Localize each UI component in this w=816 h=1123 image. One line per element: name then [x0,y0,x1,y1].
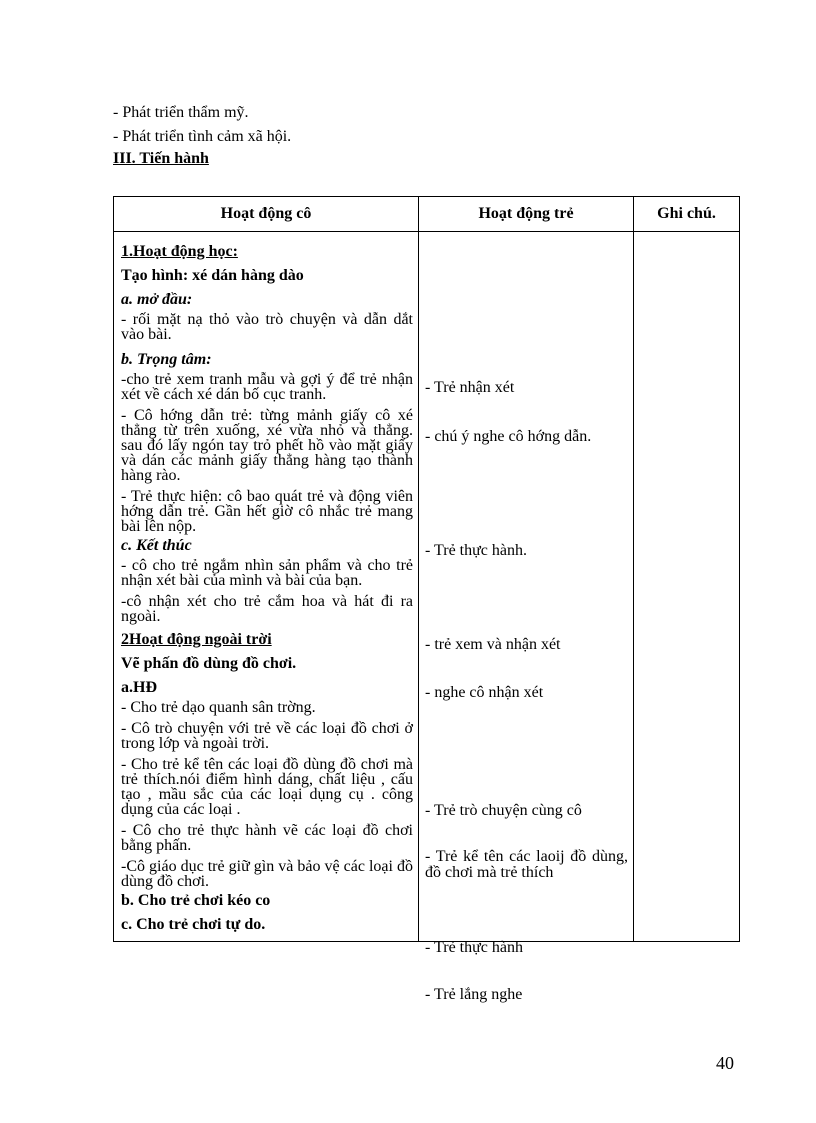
table-body-row [114,232,740,942]
subheading-mo-dau: a. mở đầu: [121,291,193,308]
teacher-paragraph: -cho trẻ xem tranh mẫu và gợi ý để trẻ nhận xét về cách xé dán bố cục tranh. [121,371,413,403]
subheading-ket-thuc: c. Kết thúc [121,537,192,554]
child-activity-item: - Trẻ nhận xét [425,379,515,396]
child-activity-item: - Trẻ lắng nghe [425,986,523,1003]
teacher-paragraph: - Trẻ thực hiện: cô bao quát trẻ và động viên hớng dẫn trẻ. Gần hết giờ cô nhắc trẻ mang bài lên nộp. [121,488,413,535]
heading-choi-tu-do: c. Cho trẻ chơi tự do. [121,916,266,933]
heading-hoat-dong-ngoai-troi: 2Hoạt động ngoài trời [121,631,272,648]
section-heading: III. Tiến hành [113,150,209,167]
teacher-activity-cell [114,232,419,942]
intro-line-2: - Phát triển tình cảm xã hội. [113,128,292,145]
header-notes: Ghi chú. [634,197,740,232]
child-activity-item: - nghe cô nhận xét [425,684,544,701]
header-teacher-activity: Hoạt động cô [114,197,419,232]
subheading-trong-tam: b. Trọng tâm: [121,351,212,368]
teacher-paragraph: - Cô cho trẻ thực hành vẽ các loại đồ chơi bằng phấn. [121,822,413,854]
heading-hoat-dong-hoc: 1.Hoạt động học: [121,243,238,260]
child-activity-cell [419,232,634,1003]
heading-ve-phan: Vẽ phấn đồ dùng đồ chơi. [121,655,297,672]
subheading-hd: a.HĐ [121,679,157,696]
child-activity-item: - Trẻ kể tên các laoij đồ dùng, đồ chơi mà trẻ thích [425,848,628,881]
child-activity-item: - chú ý nghe cô hớng dẫn. [425,428,592,445]
teacher-paragraph: - Cô trò chuyện với trẻ về các loại đồ chơi ở trong lớp và ngoài trời. [121,720,413,752]
notes-cell [634,232,740,942]
header-child-activity: Hoạt động trẻ [419,197,634,232]
table-header-row [114,197,740,232]
heading-keo-co: b. Cho trẻ chơi kéo co [121,892,271,909]
child-activity-item: - Trẻ thực hành. [425,542,527,559]
child-activity-item: - Trẻ thực hành [425,939,523,956]
teacher-paragraph: - rối mặt nạ thỏ vào trò chuyện và dẫn dắt vào bài. [121,311,413,343]
teacher-paragraph: - cô cho trẻ ngắm nhìn sản phẩm và cho trẻ nhận xét bài của mình và bài của bạn. [121,557,413,589]
teacher-paragraph: -Cô giáo dục trẻ giữ gìn và bảo vệ các loại đồ dùng đồ chơi. [121,858,413,890]
heading-tao-hinh: Tạo hình: xé dán hàng dào [121,267,304,284]
activity-table [113,196,740,1003]
page-number: 40 [716,1053,734,1073]
child-activity-item: - trẻ xem và nhận xét [425,636,561,653]
child-activity-item: - Trẻ trò chuyện cùng cô [425,802,582,819]
intro-line-1: - Phát triển thẩm mỹ. [113,104,249,121]
teacher-paragraph: - Cho trẻ dạo quanh sân trờng. [121,699,316,716]
teacher-paragraph: - Cho trẻ kể tên các loại đồ dùng đồ chơi mà trẻ thích.nói điểm hình dáng, chất liệu , cấu tạo , mầu sắc của các loại dụng cụ . công dụng của các loại . [121,756,413,818]
teacher-paragraph: - Cô hớng dẫn trẻ: từng mảnh giấy cô xé thẳng từ trên xuống, xé vừa nhỏ và thẳng. sau đó lấy ngón tay trỏ phết hồ vào mặt giấy và dán các mảnh giấy thẳng hàng tạo thành hàng rào. [121,407,413,484]
teacher-paragraph: -cô nhận xét cho trẻ cắm hoa và hát đi ra ngoài. [121,593,413,625]
